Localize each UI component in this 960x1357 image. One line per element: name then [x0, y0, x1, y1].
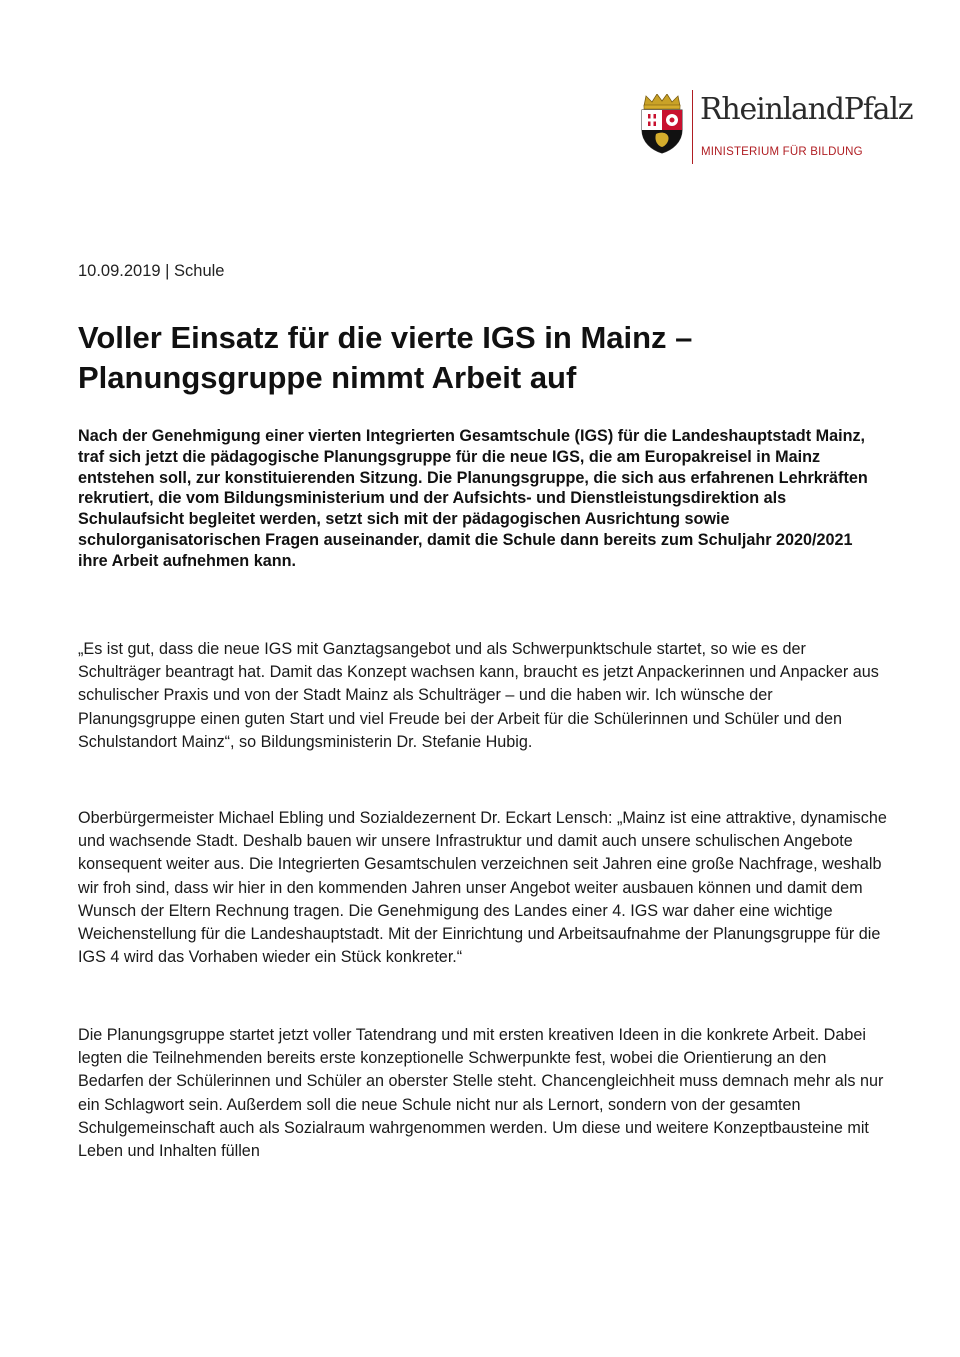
- article-paragraph: „Es ist gut, dass die neue IGS mit Ganztagsangebot und als Schwerpunktschule startet, so wie es der Schulträger beantragt hat. Damit das Konzept wachsen kann, braucht es jetzt Anpackerinnen und Anpacker aus schulischer Praxis und von der Stadt Mainz als Schulträger – und die haben wir. Ich wünsche der Planungsgruppe einen guten Start und viel Freude bei der Arbeit für die Schülerinnen und Schüler und den Schulstandort Mainz“, so Bildungsministerin Dr. Stefanie Hubig.: [78, 640, 879, 751]
- logo-divider: [692, 90, 693, 164]
- logo-wordmark: RheinlandPfalz: [700, 92, 913, 127]
- logo-ministry-subtitle: MINISTERIUM FÜR BILDUNG: [701, 146, 863, 158]
- date-category: 10.09.2019 | Schule: [78, 262, 225, 280]
- article-paragraph: Oberbürgermeister Michael Ebling und Sozialdezernent Dr. Eckart Lensch: „Mainz ist eine attraktive, dynamische und wachsende Stadt. Deshalb bauen wir unsere Infrastruktur und damit auch unsere schulischen Angebote konsequent weiter aus. Die Integrierten Gesamtschulen verzeichnen seit Jahren eine große Nachfrage, weshalb wir froh sind, dass wir hier in den kommenden Jahren unser Angebot weiter ausbauen können und damit dem Wunsch der Eltern Rechnung tragen. Die Genehmigung des Landes einer 4. IGS war daher eine wichtige Weichenstellung für die Landeshauptstadt. Mit der Einrichtung und Arbeitsaufnahme der Planungsgruppe für die IGS 4 wird das Vorhaben wieder ein Stück konkreter.“: [78, 809, 887, 967]
- rheinland-pfalz-crest-icon: [638, 94, 686, 154]
- article-lead: Nach der Genehmigung einer vierten Integrierten Gesamtschule (IGS) für die Landeshauptstadt Mainz, traf sich jetzt die pädagogische Planungsgruppe für die neue IGS, die am Europakreisel in Mainz entstehen soll, zur konstituierenden Sitzung. Die Planungsgruppe, die sich aus erfahrenen Lehrkräften rekrutiert, die vom Bildungsministerium und der Aufsichts- und Dienstleistungsdirektion als Schulaufsicht begleitet werden, setzt sich mit der pädagogischen Ausrichtung sowie schulorganisatorischen Fragen auseinander, damit die Schule dann bereits zum Schuljahr 2020/2021 ihre Arbeit aufnehmen kann.: [78, 427, 868, 570]
- article-title: Voller Einsatz für die vierte IGS in Mainz – Planungsgruppe nimmt Arbeit auf: [78, 320, 693, 395]
- article-paragraph: Die Planungsgruppe startet jetzt voller Tatendrang und mit ersten kreativen Ideen in die konkrete Arbeit. Dabei legten die Teilnehmenden bereits erste konzeptionelle Schwerpunkte fest, wobei die Orientierung an den Bedarfen der Schülerinnen und Schüler an oberster Stelle steht. Chancengleichheit muss demnach mehr als nur ein Schlagwort sein. Außerdem soll die neue Schule nicht nur als Lernort, sondern von der gesamten Schulgemeinschaft auch als Sozialraum wahrgenommen werden. Um diese und weitere Konzeptbausteine mit Leben und Inhalten füllen: [78, 1026, 884, 1161]
- ministry-logo: [638, 88, 913, 168]
